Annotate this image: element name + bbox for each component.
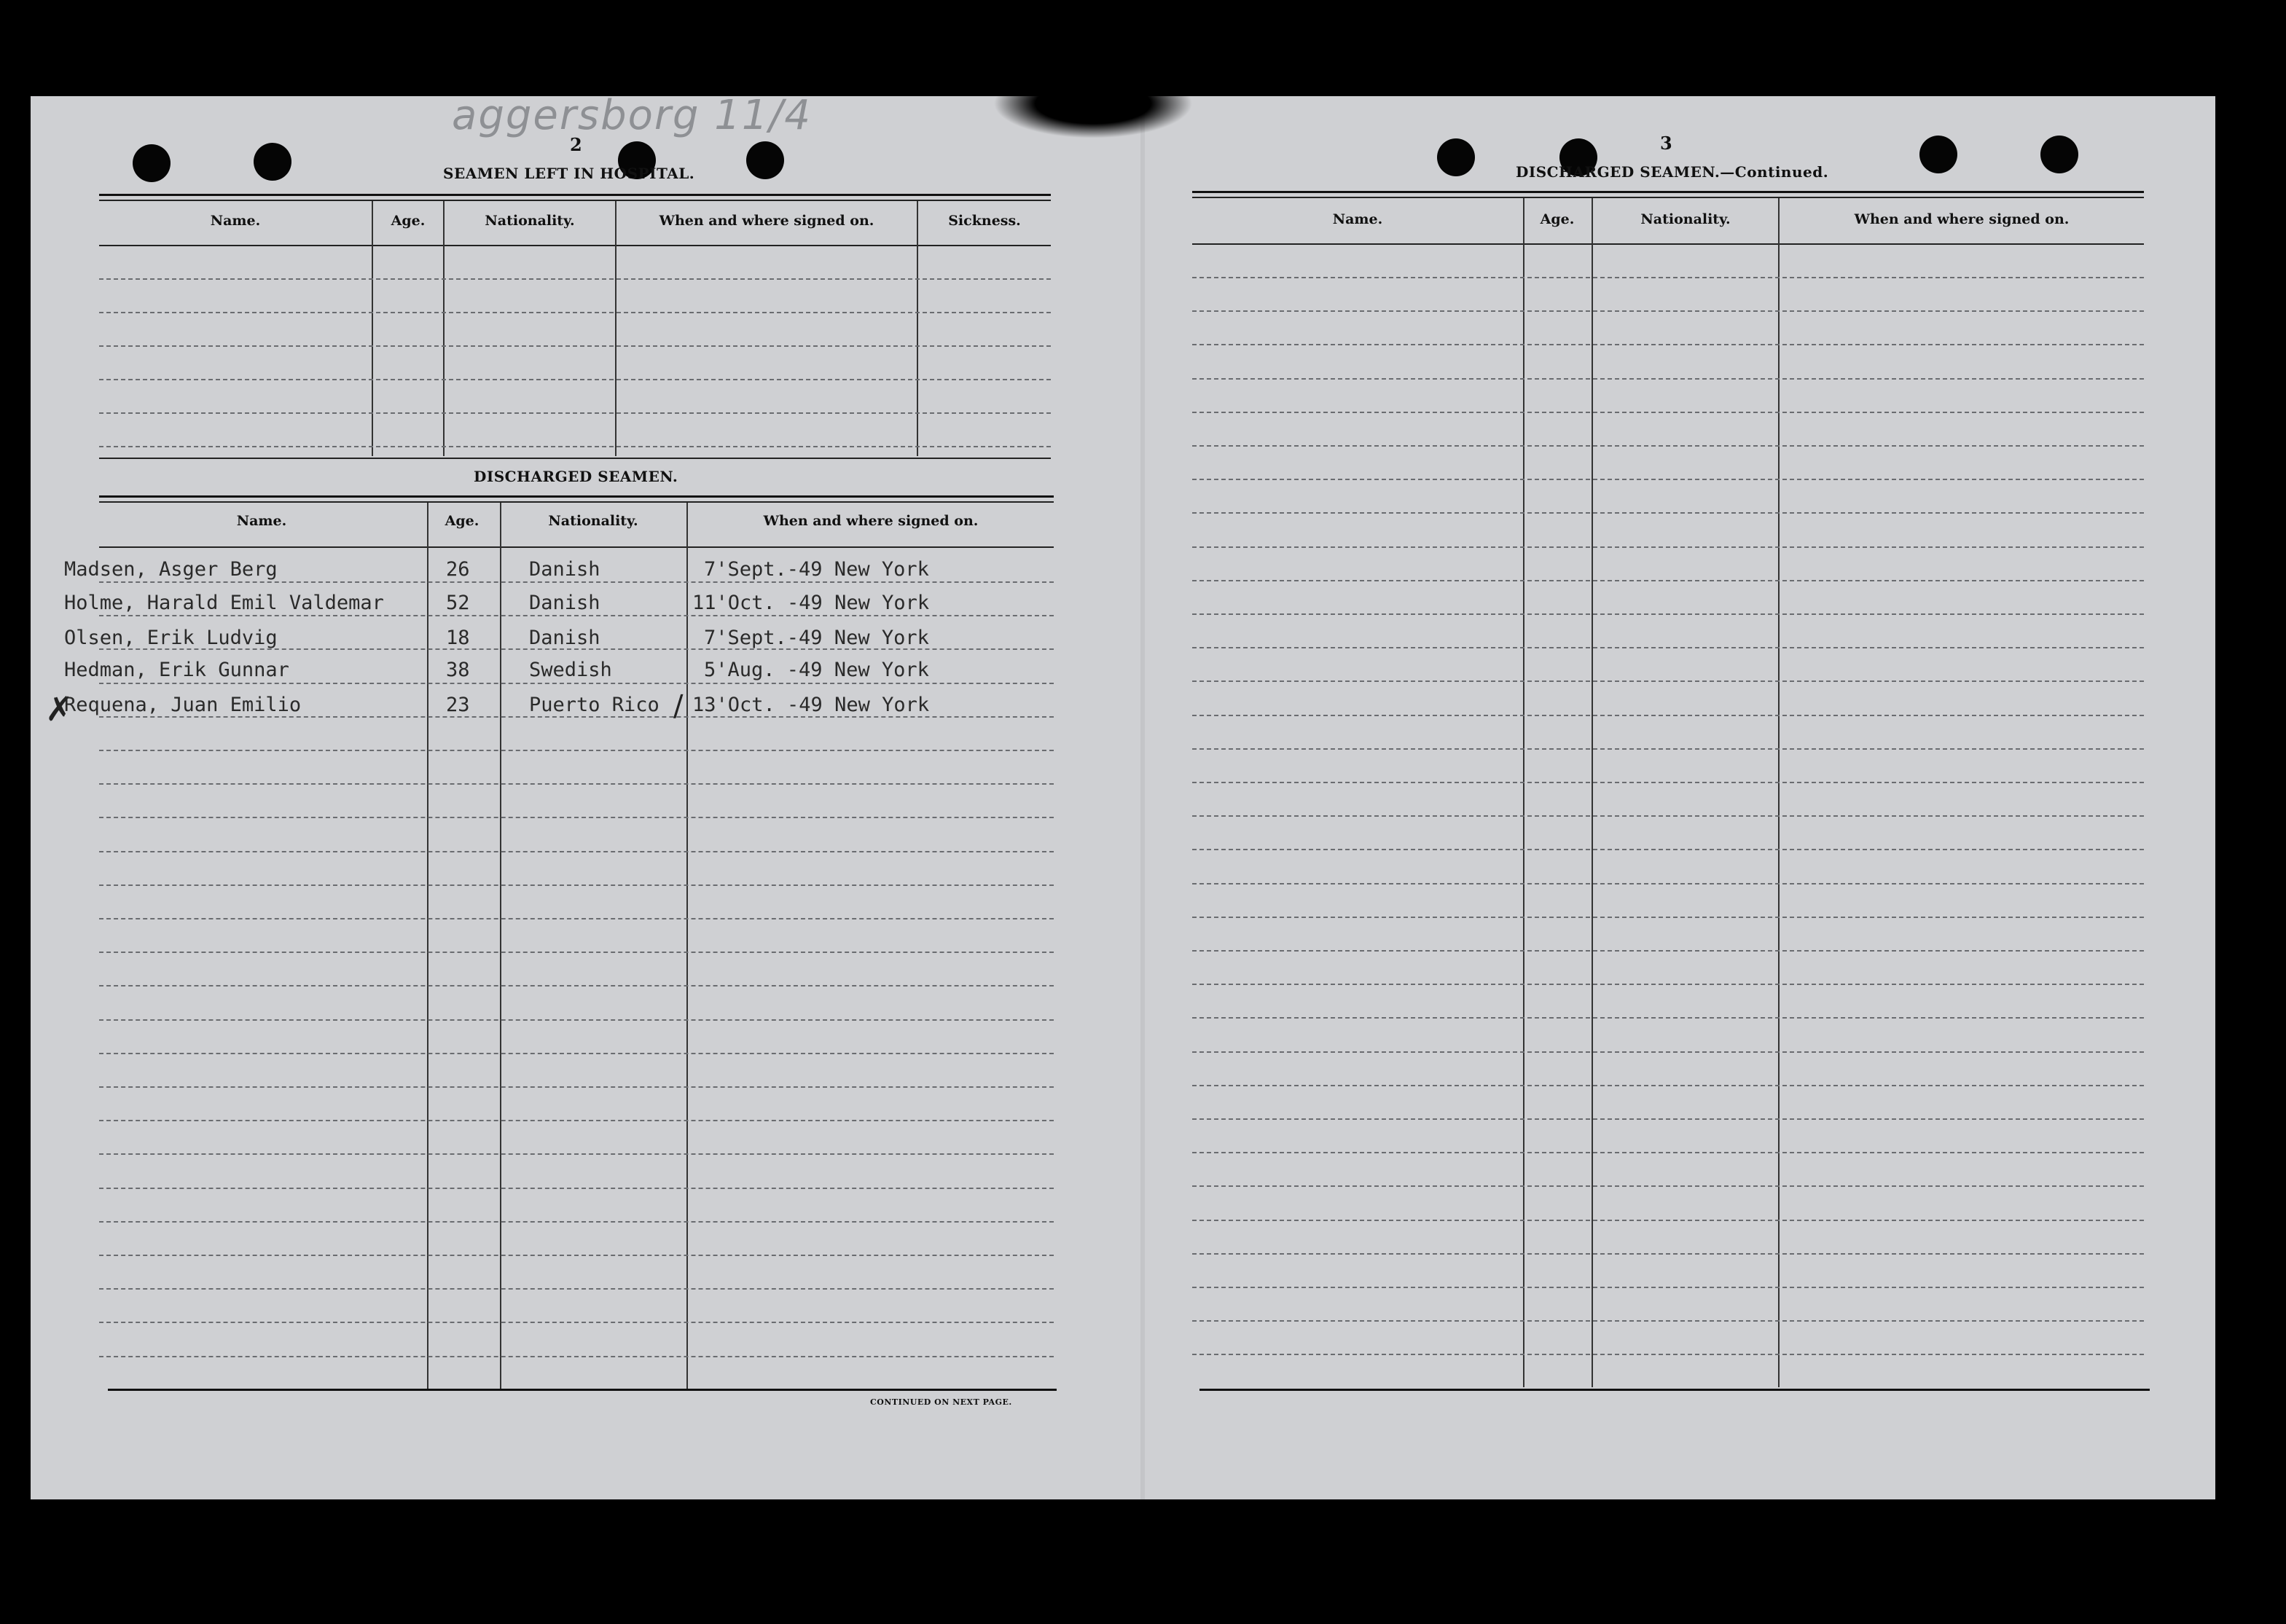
entry-line: [1192, 815, 2144, 817]
check-mark-icon: ∕: [673, 689, 684, 723]
column-header: Age.: [445, 513, 479, 529]
rule: [99, 458, 1051, 459]
entry-line: [99, 615, 1054, 616]
entry-line: [1192, 378, 2144, 380]
entry-line: [1192, 344, 2144, 345]
entry-line: [1192, 445, 2144, 447]
entry-line: [1192, 715, 2144, 716]
entry-line: [1192, 310, 2144, 312]
entry-line: [99, 581, 1054, 583]
column-header: Sickness.: [948, 213, 1021, 229]
column-header: Age.: [1540, 211, 1575, 227]
entry-line: [99, 1255, 1054, 1256]
seaman-name: Olsen, Erik Ludvig: [64, 627, 278, 649]
entry-line: [99, 446, 1051, 447]
check-mark-icon: ✗: [45, 689, 74, 729]
entry-line: [99, 750, 1054, 751]
entry-line: [99, 1288, 1054, 1290]
seaman-name: Madsen, Asger Berg: [64, 558, 278, 581]
column-divider: [615, 201, 616, 456]
punch-hole: [133, 144, 171, 182]
entry-line: [99, 683, 1054, 684]
section-title-discharged-continued: DISCHARGED SEAMEN.—Continued.: [1516, 163, 1829, 181]
rule: [99, 546, 1054, 548]
entry-line: [1192, 1051, 2144, 1053]
entry-line: [1192, 277, 2144, 278]
entry-line: [99, 1356, 1054, 1357]
column-divider: [917, 201, 918, 456]
seaman-nationality: Danish: [529, 558, 600, 581]
entry-line: [99, 412, 1051, 414]
page-number: 2: [570, 134, 582, 155]
entry-line: [99, 1019, 1054, 1021]
column-header: Name.: [1332, 211, 1383, 227]
rule: [99, 245, 1051, 246]
column-header: When and where signed on.: [1854, 211, 2070, 227]
seaman-signed-on: 13'Oct. -49 New York: [692, 694, 930, 716]
entry-line: [99, 716, 1054, 718]
entry-line: [1192, 1287, 2144, 1288]
entry-line: [99, 952, 1054, 953]
entry-line: [99, 648, 1054, 650]
entry-line: [99, 1153, 1054, 1155]
entry-line: [1192, 580, 2144, 581]
entry-line: [1192, 1220, 2144, 1221]
seaman-nationality: Danish: [529, 627, 600, 649]
torn-edge: [976, 93, 1210, 144]
entry-line: [1192, 984, 2144, 985]
rule: [1192, 197, 2144, 198]
column-header: Nationality.: [485, 213, 575, 229]
entry-line: [1192, 479, 2144, 480]
seaman-name: Hedman, Erik Gunnar: [64, 659, 289, 681]
rule: [108, 1389, 1057, 1391]
page-number: 3: [1660, 133, 1672, 154]
punch-hole: [1919, 136, 1957, 173]
entry-line: [99, 1221, 1054, 1223]
entry-line: [1192, 1253, 2144, 1255]
seaman-nationality: Danish: [529, 592, 600, 614]
seaman-signed-on: 7'Sept.-49 New York: [704, 558, 929, 581]
column-divider: [1523, 198, 1524, 1387]
seaman-age: 38: [446, 659, 470, 681]
entry-line: [1192, 512, 2144, 514]
section-title-discharged: DISCHARGED SEAMEN.: [474, 468, 678, 485]
seaman-name: Requena, Juan Emilio: [64, 694, 302, 716]
entry-line: [1192, 1354, 2144, 1355]
entry-line: [99, 1086, 1054, 1088]
column-header: Name.: [210, 213, 261, 229]
column-divider: [1778, 198, 1780, 1387]
rule: [1199, 1389, 2150, 1391]
seaman-signed-on: 5'Aug. -49 New York: [704, 659, 929, 681]
entry-line: [1192, 782, 2144, 783]
column-header: Nationality.: [1640, 211, 1731, 227]
entry-line: [1192, 1152, 2144, 1153]
entry-line: [1192, 680, 2144, 682]
pencil-annotation: aggersborg 11/4: [452, 92, 812, 139]
column-divider: [1592, 198, 1593, 1387]
entry-line: [99, 884, 1054, 886]
seaman-age: 23: [446, 694, 470, 716]
seaman-name: Holme, Harald Emil Valdemar: [64, 592, 384, 614]
punch-hole: [1437, 138, 1475, 176]
entry-line: [99, 1053, 1054, 1054]
entry-line: [99, 1188, 1054, 1189]
entry-line: [1192, 647, 2144, 648]
entry-line: [1192, 1118, 2144, 1120]
section-title-hospital: SEAMEN LEFT IN HOSPITAL.: [443, 165, 695, 182]
rule: [99, 495, 1054, 498]
entry-line: [99, 783, 1054, 785]
entry-line: [1192, 1185, 2144, 1187]
entry-line: [99, 312, 1051, 313]
seaman-age: 18: [446, 627, 470, 649]
seaman-age: 52: [446, 592, 470, 614]
column-divider: [443, 201, 445, 456]
rule: [99, 501, 1054, 503]
entry-line: [99, 985, 1054, 986]
entry-line: [1192, 917, 2144, 918]
punch-hole: [254, 143, 291, 181]
column-header: When and where signed on.: [763, 513, 979, 529]
entry-line: [1192, 1017, 2144, 1019]
entry-line: [99, 278, 1051, 280]
seaman-signed-on: 7'Sept.-49 New York: [704, 627, 929, 649]
seaman-signed-on: 11'Oct. -49 New York: [692, 592, 930, 614]
entry-line: [1192, 748, 2144, 750]
entry-line: [99, 851, 1054, 852]
rule: [99, 194, 1051, 196]
entry-line: [99, 918, 1054, 919]
seaman-age: 26: [446, 558, 470, 581]
column-header: When and where signed on.: [659, 213, 874, 229]
page-fold: [1140, 96, 1145, 1499]
seaman-nationality: Puerto Rico: [529, 694, 659, 716]
column-header: Name.: [236, 513, 287, 529]
rule: [1192, 191, 2144, 193]
entry-line: [99, 817, 1054, 818]
entry-line: [99, 1322, 1054, 1323]
entry-line: [1192, 883, 2144, 884]
column-header: Nationality.: [548, 513, 638, 529]
entry-line: [1192, 1320, 2144, 1322]
continued-note: CONTINUED ON NEXT PAGE.: [870, 1397, 1012, 1407]
entry-line: [1192, 546, 2144, 548]
entry-line: [99, 1120, 1054, 1121]
entry-line: [99, 345, 1051, 347]
punch-hole: [746, 141, 784, 179]
entry-line: [1192, 613, 2144, 615]
entry-line: [99, 379, 1051, 380]
punch-hole: [2040, 136, 2078, 173]
column-header: Age.: [391, 213, 426, 229]
entry-line: [1192, 412, 2144, 413]
entry-line: [1192, 849, 2144, 850]
rule: [99, 200, 1051, 201]
rule: [1192, 243, 2144, 245]
entry-line: [1192, 1085, 2144, 1086]
entry-line: [1192, 950, 2144, 952]
seaman-nationality: Swedish: [529, 659, 612, 681]
column-divider: [372, 201, 373, 456]
